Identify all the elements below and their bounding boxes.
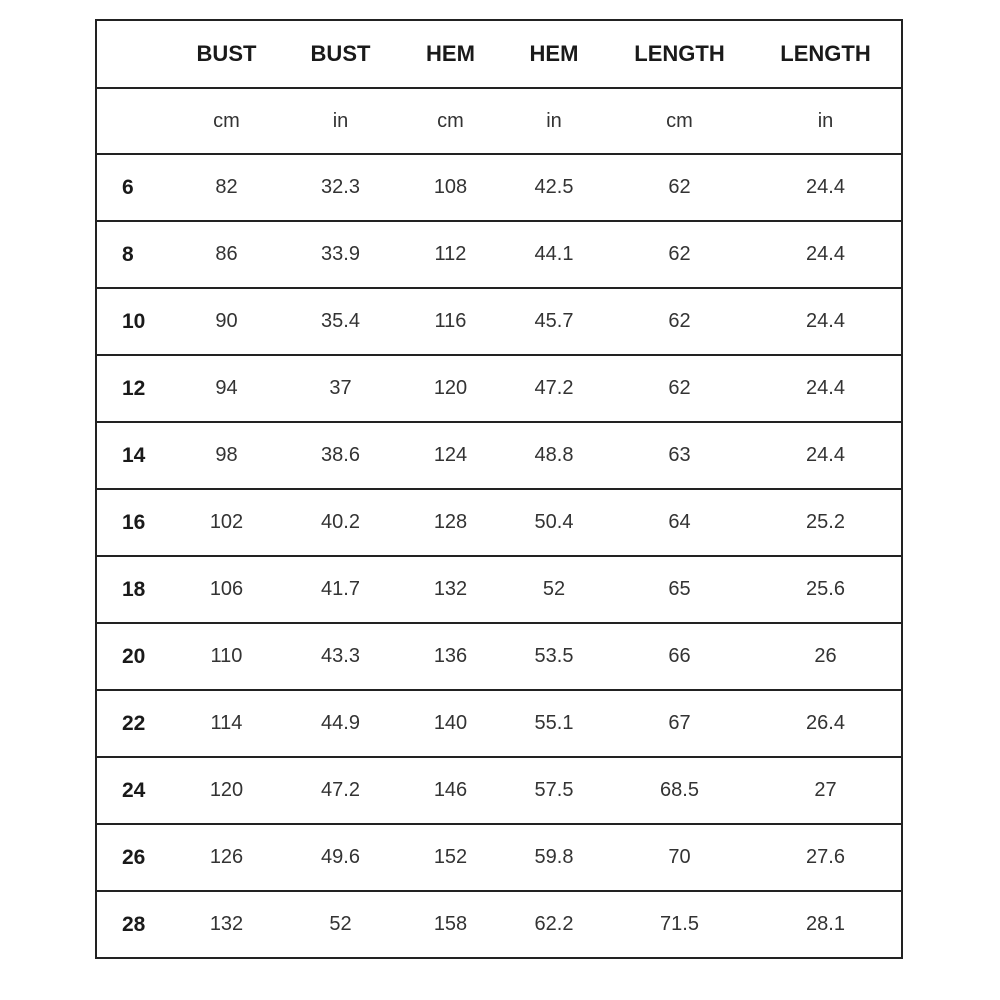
unit-label: cm: [437, 109, 464, 132]
measurement-value: 27: [814, 779, 837, 801]
measurement-value: 116: [434, 310, 467, 332]
measurement-value: 71.5: [660, 913, 699, 935]
size-label: 20: [122, 644, 146, 668]
size-label: 22: [122, 711, 146, 735]
corner-header-cell: [96, 20, 174, 88]
measurement-value: 24.4: [806, 377, 845, 399]
measurement-value: 132: [433, 578, 468, 600]
measurement-value: 63: [668, 444, 691, 466]
table-row: [96, 221, 902, 288]
table-row: [96, 556, 902, 623]
measurement-value: 62: [668, 243, 691, 265]
measurement-value: 106: [209, 578, 244, 600]
measurement-value: 26.4: [806, 712, 845, 734]
column-header: LENGTH: [780, 41, 871, 66]
measurement-value: 158: [433, 913, 468, 935]
measurement-value: 27.6: [806, 846, 845, 868]
measurement-value: 44.1: [534, 243, 574, 265]
measurement-value: 48.8: [534, 444, 574, 466]
measurement-value: 28.1: [806, 913, 845, 935]
measurement-value: 128: [433, 511, 468, 533]
measurement-value: 132: [209, 913, 244, 935]
measurement-value: 52: [542, 578, 566, 600]
size-label: 16: [122, 510, 146, 534]
size-label: 8: [122, 242, 134, 266]
measurement-value: 40.2: [321, 511, 360, 533]
size-label: 28: [122, 912, 146, 936]
measurement-value: 42.5: [534, 176, 574, 198]
measurement-value: 52: [329, 913, 352, 935]
measurement-value: 94: [215, 377, 238, 399]
size-label: 14: [122, 443, 146, 467]
measurement-value: 110: [210, 645, 243, 667]
table-row: [96, 422, 902, 489]
measurement-value: 32.3: [321, 176, 360, 198]
measurement-value: 62.2: [534, 913, 574, 935]
measurement-value: 43.3: [321, 645, 360, 667]
measurement-value: 82: [215, 176, 238, 198]
table-row: [96, 288, 902, 355]
table-row: [96, 489, 902, 556]
table-row: [96, 757, 902, 824]
measurement-value: 120: [433, 377, 468, 399]
measurement-value: 57.5: [534, 779, 574, 801]
measurement-value: 33.9: [321, 243, 360, 265]
unit-label: cm: [666, 109, 693, 132]
table-row: [96, 824, 902, 891]
measurement-value: 120: [209, 779, 244, 801]
measurement-value: 112: [434, 243, 467, 265]
column-header: HEM: [426, 41, 475, 66]
measurement-value: 55.1: [534, 712, 574, 734]
measurement-value: 86: [215, 243, 238, 265]
size-chart-table: [95, 19, 903, 959]
measurement-value: 66: [668, 645, 691, 667]
column-header: BUST: [196, 41, 257, 66]
size-label: 10: [122, 309, 146, 333]
measurement-value: 24.4: [806, 243, 845, 265]
measurement-value: 124: [433, 444, 468, 466]
measurement-value: 24.4: [806, 176, 845, 198]
measurement-value: 102: [209, 511, 244, 533]
size-label: 18: [122, 577, 146, 601]
measurement-value: 53.5: [534, 645, 574, 667]
measurement-value: 38.6: [321, 444, 360, 466]
measurement-value: 62: [668, 377, 691, 399]
size-label: 6: [122, 175, 134, 199]
unit-label: in: [817, 109, 834, 132]
measurement-value: 44.9: [321, 712, 360, 734]
table-row: [96, 623, 902, 690]
measurement-value: 108: [433, 176, 468, 198]
measurement-value: 24.4: [806, 310, 845, 332]
size-label: 26: [122, 845, 146, 869]
measurement-value: 50.4: [534, 511, 574, 533]
measurement-value: 62: [668, 176, 691, 198]
column-header: BUST: [310, 41, 371, 66]
table-row: [96, 355, 902, 422]
measurement-value: 68.5: [660, 779, 699, 801]
measurement-value: 90: [215, 310, 238, 332]
measurement-value: 25.6: [806, 578, 845, 600]
unit-label: in: [332, 109, 349, 132]
table-row: [96, 891, 902, 958]
measurement-value: 152: [433, 846, 468, 868]
corner-unit-cell: [96, 88, 174, 154]
measurement-value: 98: [215, 444, 238, 466]
measurement-value: 35.4: [321, 310, 360, 332]
measurement-value: 37: [329, 377, 352, 399]
unit-row: [96, 88, 902, 154]
measurement-value: 140: [433, 712, 468, 734]
measurement-value: 47.2: [321, 779, 360, 801]
measurement-value: 126: [209, 846, 244, 868]
measurement-value: 41.7: [321, 578, 360, 600]
measurement-value: 62: [668, 310, 691, 332]
size-label: 12: [122, 376, 146, 400]
unit-label: cm: [213, 109, 240, 132]
header-row: [96, 20, 902, 88]
measurement-value: 146: [433, 779, 468, 801]
table-row: [96, 690, 902, 757]
measurement-value: 59.8: [534, 846, 574, 868]
measurement-value: 65: [668, 578, 691, 600]
measurement-value: 49.6: [321, 846, 360, 868]
measurement-value: 26: [814, 645, 837, 667]
measurement-value: 24.4: [806, 444, 845, 466]
size-label: 24: [122, 778, 146, 802]
measurement-value: 67: [668, 712, 691, 734]
measurement-value: 114: [210, 712, 243, 734]
measurement-value: 136: [433, 645, 468, 667]
column-header: LENGTH: [634, 41, 725, 66]
measurement-value: 64: [668, 511, 691, 533]
measurement-value: 47.2: [534, 377, 574, 399]
column-header: HEM: [529, 41, 579, 66]
measurement-value: 45.7: [534, 310, 574, 332]
table-row: [96, 154, 902, 221]
measurement-value: 25.2: [806, 511, 845, 533]
unit-label: in: [546, 109, 562, 132]
measurement-value: 70: [668, 846, 691, 868]
